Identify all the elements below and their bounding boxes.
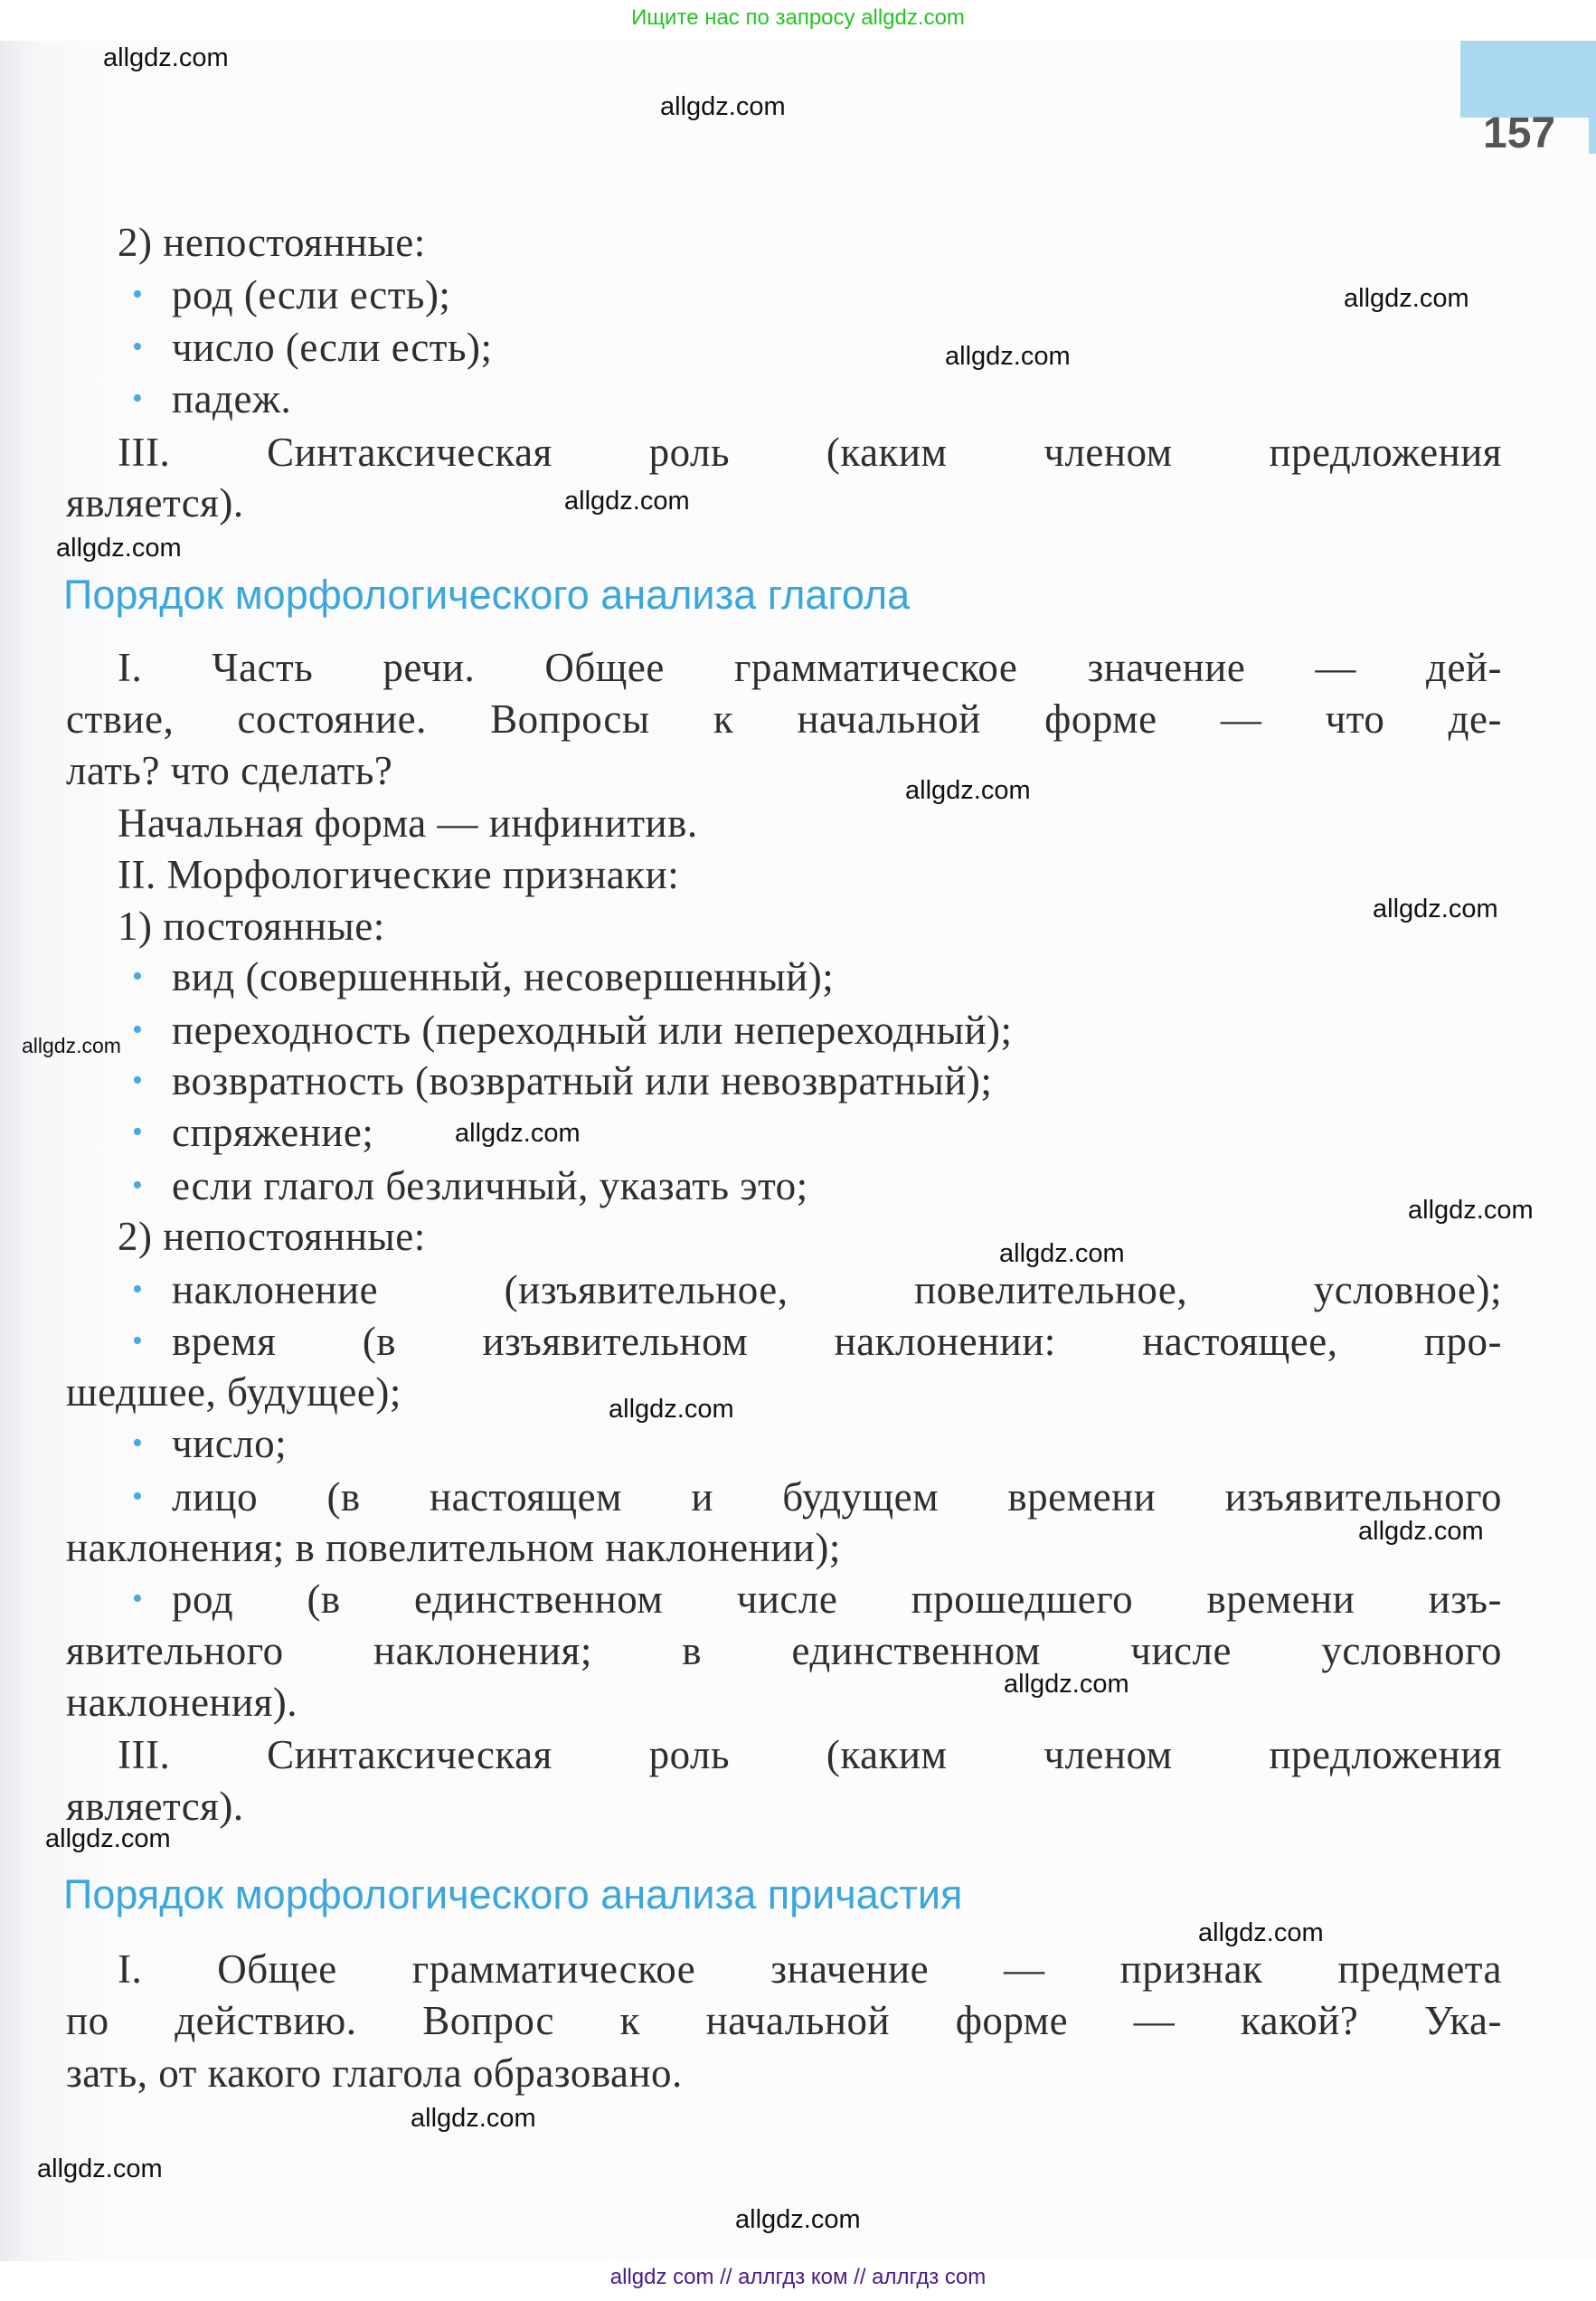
line-text: лать? что сделать? xyxy=(66,748,393,793)
line-text: число (если есть); xyxy=(172,325,493,370)
watermark: allgdz.com xyxy=(1344,284,1469,313)
bullet-icon: • xyxy=(132,1480,144,1513)
page-number: 157 xyxy=(1483,109,1556,157)
text-line xyxy=(66,2048,1502,2098)
bullet-item xyxy=(132,374,1502,424)
watermark: allgdz.com xyxy=(103,43,229,72)
bullet-icon: • xyxy=(132,278,144,311)
line-text: Порядок морфологического анализа причастия xyxy=(63,1871,963,1918)
bullet-icon: • xyxy=(132,1426,144,1460)
line-text: является). xyxy=(66,1784,244,1829)
line-text: число; xyxy=(172,1421,288,1466)
line-text: III. Синтаксическая роль (каким членом предложения xyxy=(118,430,1502,475)
line-text: лицо (в настоящем и будущем времени изъявительного xyxy=(172,1474,1502,1520)
watermark: allgdz.com xyxy=(411,2104,536,2133)
bullet-item xyxy=(132,1574,1502,1624)
bullet-item xyxy=(132,1418,1502,1469)
line-text: 2) непостоянные: xyxy=(118,220,426,265)
bullet-icon: • xyxy=(132,1582,144,1615)
watermark: allgdz.com xyxy=(660,92,786,121)
watermark: allgdz.com xyxy=(45,1824,171,1853)
line-text: I. Общее грамматическое значение — признак предмета xyxy=(118,1946,1502,1992)
text-line xyxy=(66,1995,1502,2046)
line-text: шедшее, будущее); xyxy=(66,1369,401,1415)
bullet-item xyxy=(132,1316,1502,1367)
text-line xyxy=(118,1729,1502,1780)
line-text: 2) непостоянные: xyxy=(118,1214,426,1259)
line-text: 1) постоянные: xyxy=(118,904,385,949)
text-line xyxy=(118,427,1502,478)
line-text: переходность (переходный или непереходный); xyxy=(172,1008,1013,1053)
line-text: наклонения). xyxy=(66,1680,298,1725)
line-text: падеж. xyxy=(172,376,292,421)
watermark: allgdz.com xyxy=(22,1034,121,1057)
bullet-item xyxy=(132,1160,1502,1211)
line-text: зать, от какого глагола образовано. xyxy=(66,2050,683,2096)
bullet-item xyxy=(132,1056,1502,1106)
top-banner: Ищите нас по запросу allgdz.com xyxy=(631,5,965,30)
text-line xyxy=(66,478,1502,528)
bullet-item xyxy=(132,1264,1502,1315)
line-text: ствие, состояние. Вопросы к начальной форме — что де- xyxy=(66,696,1502,742)
bullet-item xyxy=(132,1005,1502,1056)
text-line xyxy=(118,642,1502,693)
bullet-icon: • xyxy=(132,1273,144,1306)
bullet-icon: • xyxy=(132,1115,144,1149)
bullet-icon: • xyxy=(132,960,144,993)
bullet-icon: • xyxy=(132,1169,144,1202)
text-line xyxy=(66,1677,1502,1728)
line-text: является). xyxy=(66,480,244,526)
text-line xyxy=(66,1522,1502,1573)
text-line xyxy=(118,217,1502,268)
text-line xyxy=(66,694,1502,744)
watermark: allgdz.com xyxy=(1198,1918,1324,1947)
text-line xyxy=(118,849,1502,900)
watermark: allgdz.com xyxy=(1408,1196,1534,1225)
page-tab-edge xyxy=(1589,118,1596,154)
text-line xyxy=(66,745,1502,796)
line-text: время (в изъявительном наклонении: настоящее, про- xyxy=(172,1319,1502,1364)
section-heading xyxy=(63,1870,1499,1920)
bullet-icon: • xyxy=(132,1324,144,1358)
line-text: спряжение; xyxy=(172,1110,374,1155)
line-text: II. Морфологические признаки: xyxy=(118,852,680,897)
text-line xyxy=(118,1211,1502,1262)
watermark: allgdz.com xyxy=(56,534,182,563)
watermark: allgdz.com xyxy=(455,1119,581,1148)
watermark: allgdz.com xyxy=(999,1239,1125,1268)
line-text: Начальная форма — инфинитив. xyxy=(118,800,698,846)
watermark: allgdz.com xyxy=(905,776,1031,805)
line-text: возвратность (возвратный или невозвратный); xyxy=(172,1058,993,1103)
bullet-item xyxy=(132,1107,1502,1158)
watermark: allgdz.com xyxy=(735,2205,861,2234)
watermark: allgdz.com xyxy=(1004,1670,1129,1699)
line-text: III. Синтаксическая роль (каким членом предложения xyxy=(118,1732,1502,1777)
line-text: I. Часть речи. Общее грамматическое значение — дей- xyxy=(118,645,1502,690)
bullet-item xyxy=(132,1472,1502,1522)
bullet-icon: • xyxy=(132,330,144,364)
bullet-item xyxy=(132,952,1502,1002)
line-text: Порядок морфологического анализа глагола xyxy=(63,572,911,618)
bullet-item xyxy=(132,322,1502,373)
bullet-icon: • xyxy=(132,1013,144,1046)
watermark: allgdz.com xyxy=(609,1395,734,1424)
watermark: allgdz.com xyxy=(945,342,1071,371)
line-text: по действию. Вопрос к начальной форме — какой? Ука- xyxy=(66,1998,1502,2043)
bullet-item xyxy=(132,270,1502,320)
text-line xyxy=(118,901,1502,952)
page-tab-decoration xyxy=(1460,41,1596,118)
watermark: allgdz.com xyxy=(1373,895,1498,923)
text-line xyxy=(66,1781,1502,1832)
line-text: наклонение (изъявительное, повелительное, условное); xyxy=(172,1267,1502,1312)
watermark: allgdz.com xyxy=(1358,1517,1484,1546)
watermark: allgdz.com xyxy=(37,2154,163,2183)
bullet-icon: • xyxy=(132,1064,144,1097)
text-line xyxy=(118,798,1502,848)
line-text: явительного наклонения; в единственном числе условного xyxy=(66,1628,1502,1673)
text-line xyxy=(66,1625,1502,1676)
line-text: наклонения; в повелительном наклонении); xyxy=(66,1525,841,1570)
line-text: род (в единственном числе прошедшего времени изъ- xyxy=(172,1577,1502,1622)
line-text: вид (совершенный, несовершенный); xyxy=(172,954,835,999)
line-text: род (если есть); xyxy=(172,272,451,317)
bottom-banner: allgdz com // аллгдз ком // аллгдз com xyxy=(609,2265,987,2289)
section-heading xyxy=(63,570,1499,620)
watermark: allgdz.com xyxy=(564,487,690,516)
text-line xyxy=(118,1944,1502,1994)
bullet-icon: • xyxy=(132,382,144,415)
line-text: если глагол безличный, указать это; xyxy=(172,1163,808,1208)
text-line xyxy=(66,1367,1502,1417)
